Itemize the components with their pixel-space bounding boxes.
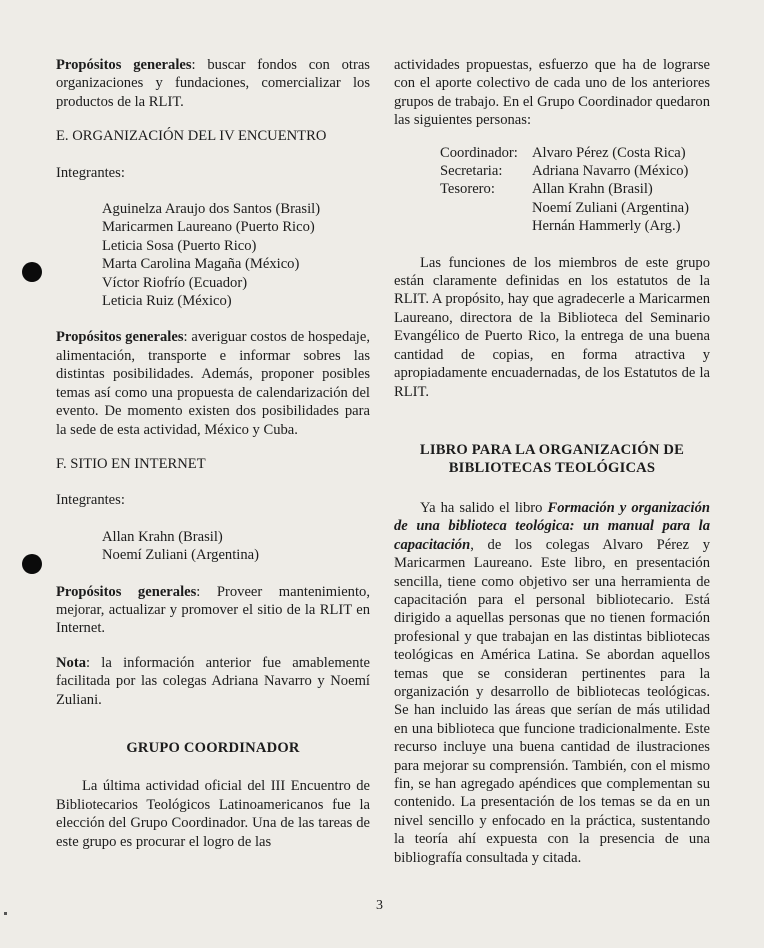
officer-name: Alvaro Pérez (Costa Rica) bbox=[532, 144, 686, 161]
scan-mark bbox=[4, 912, 7, 915]
purposes-paragraph-d: Propósitos generales: buscar fondos con otras organizaciones y fundaciones, comercializar los productos de la RLIT. bbox=[56, 57, 370, 110]
page-number: 3 bbox=[376, 898, 383, 913]
continuation-paragraph: actividades propuestas, esfuerzo que ha de lograrse con el aporte colectivo de cada uno de los anteriores grupos de trabajo. En el Grupo Coordinador quedaron las siguientes personas: bbox=[394, 57, 710, 129]
left-column bbox=[56, 56, 370, 867]
members-list-e bbox=[102, 200, 370, 310]
note-paragraph: Nota: la información anterior fue amablemente facilitada por las colegas Adriana Navarro y Noemí Zuliani. bbox=[56, 654, 370, 708]
officer-role: Secretaria: bbox=[440, 163, 503, 180]
officer-name: Allan Krahn (Brasil) bbox=[532, 181, 653, 198]
list-item: Leticia Ruiz (México) bbox=[102, 293, 232, 310]
members-label-e: Integrantes: bbox=[56, 164, 125, 181]
libro-heading: LIBRO PARA LA ORGANIZACIÓN DE BIBLIOTECAS TEOLÓGICAS bbox=[419, 441, 685, 476]
list-item: Víctor Riofrío (Ecuador) bbox=[102, 274, 248, 291]
members-list-f bbox=[102, 528, 370, 565]
funciones-paragraph: Las funciones de los miembros de este grupo están claramente definidas en los estatutos de la RLIT. A propósito, hay que agradecerle a Maricarmen Laureano, directora de la Biblioteca del Seminario Evangélico de Puerto Rico, la entrega de una buena cantidad de copias, en forma atractiva y apropiadamente encuadernadas, de los Estatutos de la RLIT. bbox=[394, 254, 710, 400]
punch-hole-top bbox=[22, 262, 42, 282]
purposes-paragraph-e: Propósitos generales: averiguar costos de hospedaje, alimentación, transporte e informar sobres las distintas posibilidades. Además, proponer posibles temas así como una propuesta de calendarización del evento. De momento existen dos posibilidades para la sede de esta actividad, México y Cuba. bbox=[56, 329, 370, 438]
officer-role: Tesorero: bbox=[440, 181, 495, 198]
right-column bbox=[394, 56, 710, 883]
list-item: Maricarmen Laureano (Puerto Rico) bbox=[102, 219, 315, 236]
libro-paragraph: Ya ha salido el libro Formación y organización de una biblioteca teológica: un manual para la capacitación, de los colegas Alvaro Pérez y Maricarmen Laureano. Este libro, en presentación sencilla, tiene como objetivo ser una herramienta de capacitación para el personal bibliotecario. Está dirigido a aquellas personas que no tienen formación profesional y que trabajan en las distintas bibliotecas teológicas en América Latina. Se abordan aquellos temas que se consideran pertinentes para la organización y desarrollo de bibliotecas teológicas. Se han incluido las áreas que serían de más utilidad en una biblioteca que funcione tradicionalmente. Este recurso incluye una buena cantidad de ilustraciones para mejorar su comprensión. También, con el mismo fin, se han agregado apéndices que complementan su contenido. La presentación de los temas se da en un nivel sencillo y enfocado en la práctica, sustentando la teoría ahí expuesta con la presencia de una bibliografía consultada y citada. bbox=[394, 499, 710, 866]
officer-role bbox=[440, 199, 532, 217]
purposes-paragraph-f: Propósitos generales: Proveer mantenimiento, mejorar, actualizar y promover el sitio de la RLIT en Internet. bbox=[56, 583, 370, 637]
grupo-coordinador-heading: GRUPO COORDINADOR bbox=[126, 739, 300, 756]
grupo-paragraph: La última actividad oficial del III Encuentro de Bibliotecarios Teológicos Latinoamericanos fue la elección del Grupo Coordinador. Una de las tareas de este grupo es procurar el logro de las bbox=[56, 778, 370, 850]
section-e-heading: E. ORGANIZACIÓN DEL IV ENCUENTRO bbox=[56, 128, 327, 145]
members-label-f: Integrantes: bbox=[56, 492, 125, 509]
list-item: Marta Carolina Magaña (México) bbox=[102, 256, 300, 273]
officer-name: Noemí Zuliani (Argentina) bbox=[532, 199, 689, 216]
list-item: Leticia Sosa (Puerto Rico) bbox=[102, 237, 257, 254]
officer-name: Adriana Navarro (México) bbox=[532, 163, 689, 180]
officers-table bbox=[440, 144, 710, 236]
list-item: Aguinelza Araujo dos Santos (Brasil) bbox=[102, 201, 321, 218]
officer-role bbox=[440, 217, 532, 235]
section-f-heading: F. SITIO EN INTERNET bbox=[56, 455, 206, 472]
punch-hole-bottom bbox=[22, 554, 42, 574]
list-item: Allan Krahn (Brasil) bbox=[102, 528, 223, 545]
officer-name: Hernán Hammerly (Arg.) bbox=[532, 218, 681, 235]
officer-role: Coordinador: bbox=[440, 144, 518, 161]
list-item: Noemí Zuliani (Argentina) bbox=[102, 547, 259, 564]
